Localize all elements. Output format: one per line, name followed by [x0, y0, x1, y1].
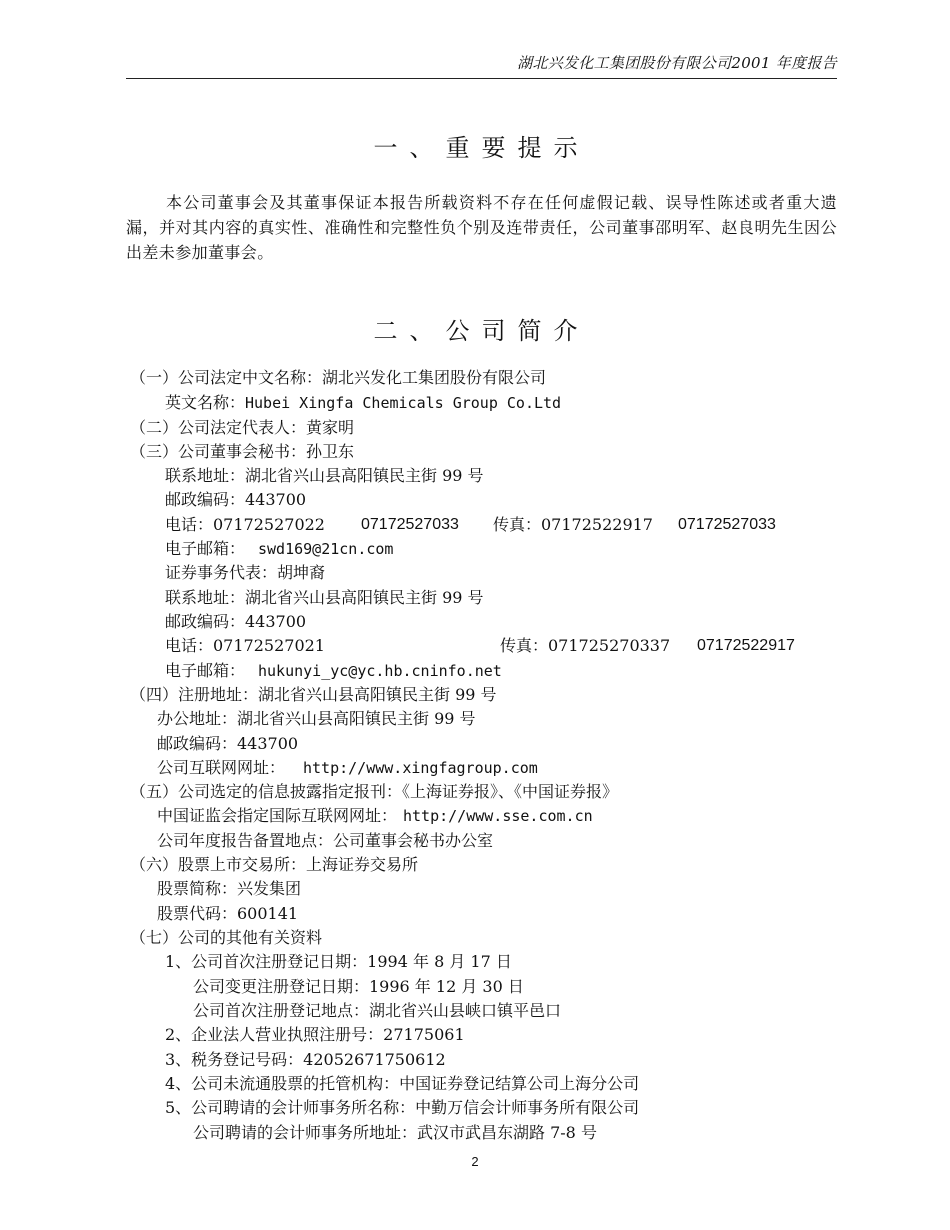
- item-accounting-firm-address: 公司聘请的会计师事务所地址：武汉市武昌东湖路 7-8 号: [193, 1123, 597, 1142]
- item-secretary-email-label: 电子邮箱：: [165, 539, 246, 558]
- section-heading-company-profile: 二、公司简介: [373, 317, 590, 345]
- item-securities-representative: 证券事务代表：胡坤裔: [165, 563, 326, 582]
- item-representative-address: 联系地址：湖北省兴山县高阳镇民主街 99 号: [165, 588, 484, 607]
- item-disclosure-newspapers: （五）公司选定的信息披露指定报刊：《上海证券报》、《中国证券报》: [130, 782, 619, 801]
- item-other-info-heading: （七）公司的其他有关资料: [130, 928, 323, 947]
- page-number: 2: [471, 1154, 479, 1169]
- item-representative-phone: 电话：07172527021: [165, 636, 325, 655]
- item-stock-code: 股票代码：600141: [157, 904, 299, 923]
- item-first-registration-date: 1、公司首次注册登记日期：1994 年 8 月 17 日: [165, 952, 512, 971]
- item-secretary-email: swd169@21cn.com: [258, 540, 394, 558]
- item-share-custodian: 4、公司未流通股票的托管机构：中国证券登记结算公司上海分公司: [165, 1074, 640, 1093]
- item-website-label: 公司互联网网址：: [157, 758, 286, 777]
- item-csrc-website-url: http://www.sse.com.cn: [403, 807, 593, 825]
- header-divider: [126, 78, 837, 79]
- item-board-secretary: （三）公司董事会秘书：孙卫东: [130, 442, 355, 461]
- item-representative-fax: 传真：071725270337: [500, 636, 671, 655]
- item-registered-address: （四）注册地址：湖北省兴山县高阳镇民主街 99 号: [130, 685, 497, 704]
- item-legal-representative: （二）公司法定代表人：黄家明: [130, 418, 355, 437]
- item-secretary-phone: 电话：07172527022: [165, 515, 325, 534]
- item-first-registration-place: 公司首次注册登记地点：湖北省兴山县峡口镇平邑口: [193, 1001, 562, 1020]
- item-secretary-phone-2: 07172527033: [361, 516, 459, 533]
- item-representative-email-label: 电子邮箱：: [165, 661, 246, 680]
- item-office-address: 办公地址：湖北省兴山县高阳镇民主街 99 号: [157, 709, 476, 728]
- item-secretary-fax: 传真：07172522917: [493, 515, 653, 534]
- document-header: 湖北兴发化工集团股份有限公司2001 年度报告: [517, 54, 837, 72]
- item-change-registration-date: 公司变更注册登记日期：1996 年 12 月 30 日: [193, 977, 524, 996]
- section-heading-important-notice: 一、重要提示: [373, 134, 590, 162]
- item-report-location: 公司年度报告备置地点：公司董事会秘书办公室: [157, 831, 494, 850]
- item-secretary-address: 联系地址：湖北省兴山县高阳镇民主街 99 号: [165, 466, 484, 485]
- item-business-license-number: 2、企业法人营业执照注册号：27175061: [165, 1025, 465, 1044]
- item-accounting-firm-name: 5、公司聘请的会计师事务所名称：中勤万信会计师事务所有限公司: [165, 1098, 640, 1117]
- item-english-name-label: 英文名称：: [165, 393, 246, 412]
- item-csrc-website-label: 中国证监会指定国际互联网网址：: [157, 806, 398, 825]
- item-tax-registration-number: 3、税务登记号码：42052671750612: [165, 1050, 446, 1069]
- item-stock-exchange: （六）股票上市交易所：上海证券交易所: [130, 855, 419, 874]
- important-notice-paragraph: 本公司董事会及其董事保证本报告所载资料不存在任何虚假记载、误导性陈述或者重大遗漏，并对其内容的真实性、准确性和完整性负个别及连带责任，公司董事邵明军、赵良明先生因公出差未参加董事会。: [126, 193, 837, 262]
- item-stock-short-name: 股票简称：兴发集团: [157, 879, 302, 898]
- item-secretary-postcode: 邮政编码：443700: [165, 490, 307, 509]
- item-representative-fax-2: 07172522917: [697, 637, 795, 654]
- item-representative-postcode: 邮政编码：443700: [165, 612, 307, 631]
- item-website-url: http://www.xingfagroup.com: [303, 759, 538, 777]
- item-representative-email: hukunyi_yc@yc.hb.cninfo.net: [258, 662, 502, 680]
- item-office-postcode: 邮政编码：443700: [157, 734, 299, 753]
- item-chinese-name: （一）公司法定中文名称：湖北兴发化工集团股份有限公司: [130, 368, 547, 387]
- item-english-name-value: Hubei Xingfa Chemicals Group Co.Ltd: [245, 394, 562, 412]
- item-secretary-fax-2: 07172527033: [678, 516, 776, 533]
